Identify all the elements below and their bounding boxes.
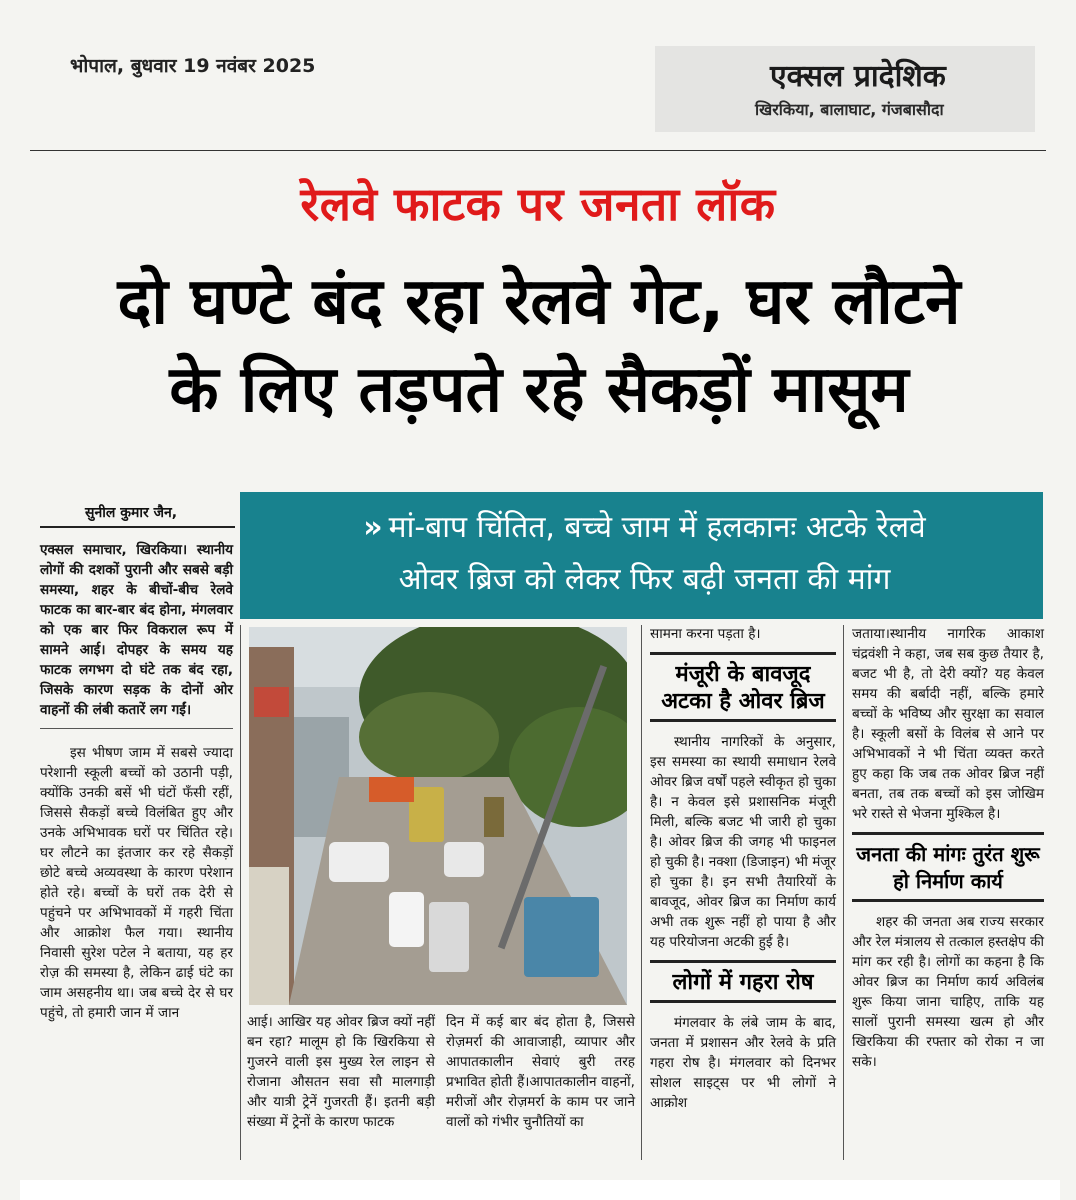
lead-paragraph: एक्सल समाचार, खिरकिया। स्थानीय लोगों की दशकों पुरानी और सबसे बड़ी समस्या, शहर के बीचों-बीच रेलवे फाटक का बार-बार बंद होना, मंगलवार को एक बार फिर विकराल रूप में सामने आई। दोपहर के समय यह फाटक लगभग दो घंटे तक बंद रहा, जिसके कारण सड़क के दोनों ओर वाहनों की लंबी कतारें लग गईं।	[40, 540, 233, 729]
column-1	[40, 540, 233, 1031]
column-5-paragraph-2: शहर की जनता अब राज्य सरकार और रेल मंत्रालय से तत्काल हस्तक्षेप की मांग कर रही है। लोगों का कहना है कि ओवर ब्रिज का निर्माण कार्य अविलंब शुरू किया जाना चाहिए, ताकि यह सालों पुरानी समस्या खत्म हो और खिरकिया की रफ्तार को रोका न जा सके।	[852, 914, 1044, 1070]
column-4-top: सामना करना पड़ता है।	[650, 626, 761, 642]
page-bottom-edge	[20, 1180, 1060, 1200]
edition-box	[655, 46, 1035, 132]
column-divider	[240, 625, 241, 1160]
street-scene-image	[249, 627, 627, 1005]
headline-line-1: दो घण्टे बंद रहा रेलवे गेट, घर लौटने	[117, 265, 961, 339]
headline-line-2: के लिए तड़पते रहे सैकड़ों मासूम	[169, 353, 909, 427]
column-3	[446, 1012, 635, 1140]
dateline: भोपाल, बुधवार 19 नवंबर 2025	[70, 55, 316, 77]
subhead-demand: जनता की मांगः तुरंत शुरू हो निर्माण कार्य	[852, 832, 1044, 902]
column-5	[852, 624, 1044, 1080]
column-4-paragraph-1: स्थानीय नागरिकों के अनुसार, इस समस्या का स्थायी समाधान रेलवे ओवर ब्रिज वर्षों पहले स्वीकृत हो चुका है। न केवल इसे प्रशासनिक मंजूरी मिली, बल्कि बजट भी जारी हो चुका है। ओवर ब्रिज की जगह भी फाइनल हो चुकी है। नक्शा (डिजाइन) भी मंजूर हो चुका है। इन सभी तैयारियों के बावजूद, ओवर ब्रिज का निर्माण कार्य अभी तक शुरू नहीं हो पाया है और यह परियोजना अटकी हुई है।	[650, 734, 836, 950]
byline: सुनील कुमार जैन,	[85, 505, 178, 521]
column-divider	[641, 625, 642, 1160]
top-rule	[30, 150, 1046, 151]
column-1-paragraph: इस भीषण जाम में सबसे ज्यादा परेशानी स्कूली बच्चों को उठानी पड़ी, क्योंकि उनकी बसें भी घंटों फँसी रहीं, जिससे सैकड़ों बच्चे विलंबित हुए और उनके अभिभावक घरों पर चिंतित रहे। घर लौटने का इंतजार कर रहे सैकड़ों छोटे बच्चे अव्यवस्था के कारण परेशान होते रहे। बच्चों के घरों तक देरी से पहुंचने पर अभिभावकों में गहरी चिंता और आक्रोश फैल गया। स्थानीय निवासी सुरेश पटेल ने बताया, यह हर रोज़ की समस्या है, लेकिन ढाई घंटे का जाम असहनीय था। जब बच्चे देर से घर पहुंचे, तो हमारी जान में जान	[40, 745, 233, 1021]
edition-name: एक्सल प्रादेशिक	[770, 59, 946, 94]
column-3-paragraph: दिन में कई बार बंद होता है, जिससे रोज़मर्रा की आवाजाही, व्यापार और आपातकालीन सेवाएं बुरी तरह प्रभावित होती हैं।आपातकालीन वाहनों, मरीजों और रोज़मर्रा के काम पर जाने वालों को गंभीर चुनौतियों का	[446, 1014, 635, 1130]
column-2-paragraph: आई। आखिर यह ओवर ब्रिज क्यों नहीं बन रहा? मालूम हो कि खिरकिया से गुजरने वाली इस मुख्य रेल लाइन से रोजाना औसतन सवा सौ मालगाड़ी और यात्री ट्रेनें गुजरती हैं। इतनी बड़ी संख्या में ट्रेनों के कारण फाटक	[247, 1014, 435, 1130]
kicker-headline: रेलवे फाटक पर जनता लॉक	[300, 177, 776, 231]
deck-line-1-text: मां-बाप चिंतित, बच्चे जाम में हलकानः अटके रेलवे	[388, 510, 926, 545]
column-4	[650, 624, 836, 1121]
column-2	[247, 1012, 435, 1140]
column-5-paragraph-1: जताया।स्थानीय नागरिक आकाश चंद्रवंशी ने कहा, जब सब कुछ तैयार है, बजट भी है, तो देरी क्यों? यह केवल समय की बर्बादी नहीं, बल्कि हमारे बच्चों के भविष्य और सुरक्षा का सवाल है। स्कूली बसों के विलंब से आने पर अभिभावकों ने भी चिंता व्यक्त करते हुए कहा कि जब तक ओवर ब्रिज नहीं बनता, तब तक बच्चों को इस जोखिम भरे रास्ते से भेजना मुश्किल है।	[852, 626, 1044, 822]
edition-places: खिरकिया, बालाघाट, गंजबासौदा	[755, 100, 944, 119]
deck-line-2: ओवर ब्रिज को लेकर फिर बढ़ी जनता की मांग	[398, 562, 891, 597]
traffic-jam-photo	[249, 627, 627, 1005]
subhead-approval: मंजूरी के बावजूद अटका है ओवर ब्रिज	[650, 652, 836, 722]
deck-line-1	[258, 502, 1031, 554]
subhead-anger: लोगों में गहरा रोष	[650, 960, 836, 1003]
byline-rule	[40, 526, 235, 528]
double-chevron-icon: »	[363, 510, 383, 545]
main-headline	[24, 258, 1054, 434]
column-4-paragraph-2: मंगलवार के लंबे जाम के बाद, जनता में प्रशासन और रेलवे के प्रति गहरा रोष है। मंगलवार को दिनभर सोशल साइट्स पर भी लोगों ने आक्रोश	[650, 1015, 836, 1111]
deck-banner	[240, 492, 1043, 619]
column-divider	[843, 625, 844, 1160]
